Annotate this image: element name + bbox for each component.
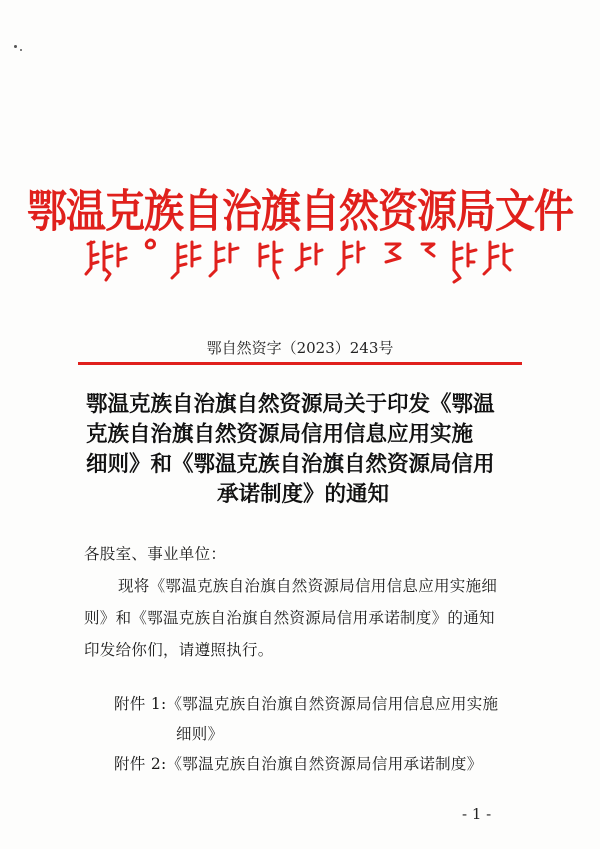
body-paragraph-line: 则》和《鄂温克族自治旗自然资源局信用承诺制度》的通知	[84, 609, 495, 627]
attachment-1-line: 附件 1:《鄂温克族自治旗自然资源局信用信息应用实施	[114, 695, 499, 713]
salutation: 各股室、事业单位：	[84, 545, 227, 563]
body-paragraph-line: 印发给你们，请遵照执行。	[84, 641, 274, 659]
attachment-2: 附件 2:《鄂温克族自治旗自然资源局信用承诺制度》	[114, 755, 483, 773]
document-number: 鄂自然资字（2023）243号	[206, 339, 394, 357]
agency-header-title: 鄂温克族自治旗自然资源局文件	[27, 184, 573, 238]
header-divider-rule	[78, 362, 522, 365]
title-line: 承诺制度》的通知	[216, 482, 389, 507]
attachment-1-line: 细则》	[176, 725, 224, 743]
scan-speck	[20, 49, 22, 51]
mongolian-script-header	[82, 236, 520, 286]
title-line: 细则》和《鄂温克族自治旗自然资源局信用	[86, 452, 495, 477]
page-number: - 1 -	[462, 805, 492, 823]
scan-speck	[14, 45, 17, 48]
body-paragraph-line: 现将《鄂温克族自治旗自然资源局信用信息应用实施细	[118, 577, 498, 595]
title-line: 鄂温克族自治旗自然资源局关于印发《鄂温	[86, 392, 495, 417]
title-line: 克族自治旗自然资源局信用信息应用实施	[86, 422, 474, 447]
document-title	[86, 390, 520, 510]
